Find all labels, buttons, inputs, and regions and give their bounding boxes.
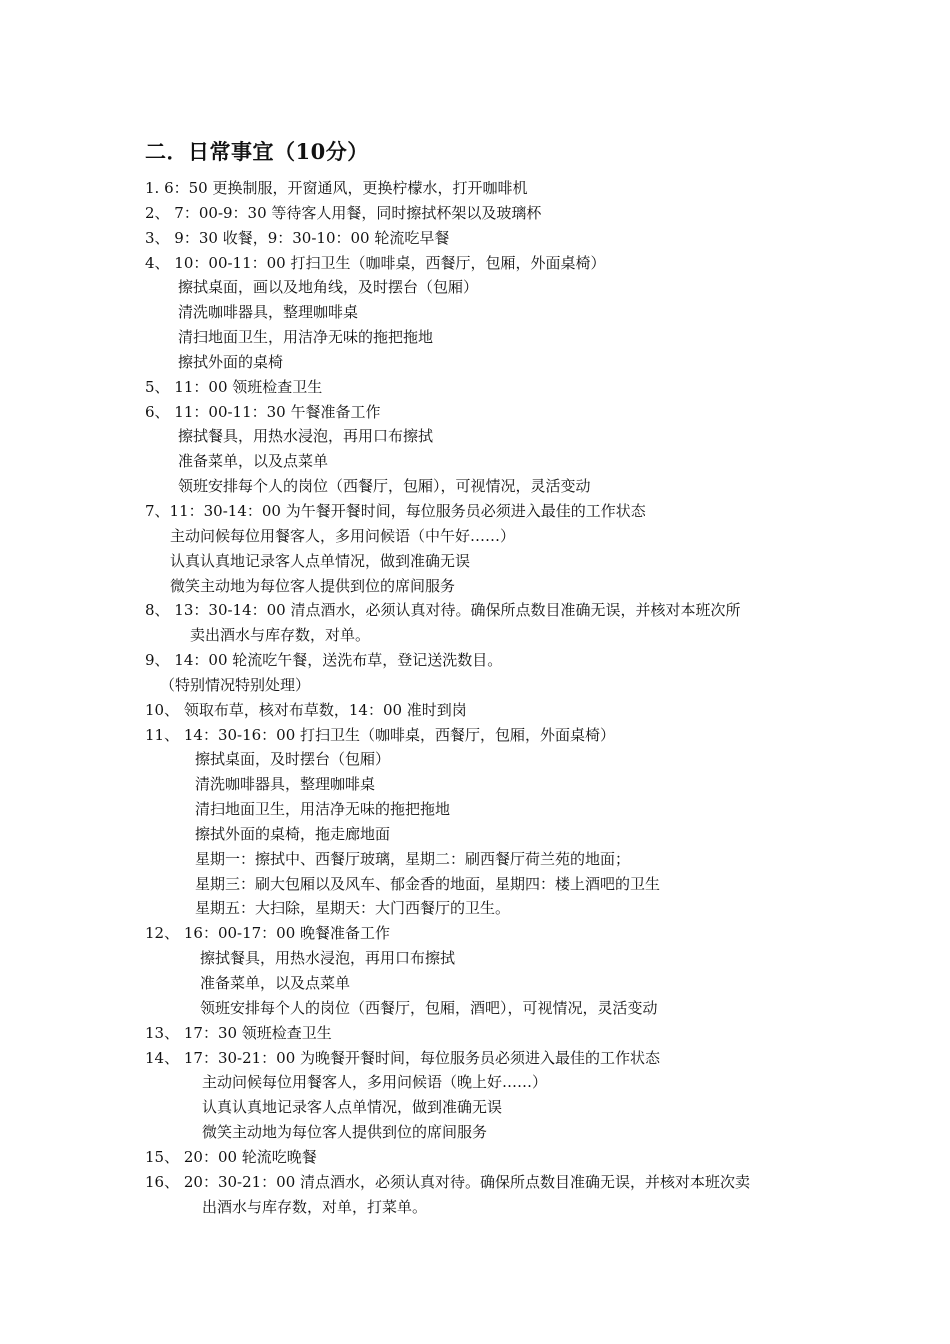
schedule-line: 准备菜单，以及点菜单: [178, 452, 329, 471]
schedule-line: 擦拭桌面，及时摆台（包厢）: [195, 750, 391, 769]
schedule-line: 15、 20：00 轮流吃晚餐: [145, 1147, 317, 1166]
schedule-line: 微笑主动地为每位客人提供到位的席间服务: [170, 576, 456, 595]
schedule-line: 2、 7：00-9：30 等待客人用餐，同时擦拭杯架以及玻璃杯: [145, 203, 542, 222]
schedule-line: 星期一：擦拭中、西餐厅玻璃，星期二：刷西餐厅荷兰苑的地面；: [195, 849, 631, 868]
schedule-line: 星期三：刷大包厢以及风车、郁金香的地面，星期四：楼上酒吧的卫生: [195, 874, 661, 893]
schedule-line: 16、 20：30-21：00 清点酒水，必须认真对待。确保所点数目准确无误，并核对本班次卖: [145, 1172, 751, 1191]
schedule-line: 4、 10：00-11：00 打扫卫生（咖啡桌，西餐厅，包厢，外面桌椅）: [145, 253, 606, 272]
schedule-line: 主动问候每位用餐客人，多用问候语（中午好……）: [170, 526, 516, 545]
schedule-line: 13、 17：30 领班检查卫生: [145, 1023, 332, 1042]
schedule-line: 星期五：大扫除，星期天：大门西餐厅的卫生。: [195, 899, 511, 918]
schedule-line: 5、 11：00 领班检查卫生: [145, 377, 323, 396]
schedule-line: 清扫地面卫生，用洁净无味的拖把拖地: [178, 328, 434, 347]
schedule-line: 擦拭外面的桌椅: [178, 352, 284, 371]
schedule-line: 擦拭餐具，用热水浸泡，再用口布擦拭: [200, 949, 456, 968]
schedule-line: 7、11：30-14：00 为午餐开餐时间，每位服务员必须进入最佳的工作状态: [145, 501, 646, 520]
schedule-line: 领班安排每个人的岗位（西餐厅，包厢），可视情况，灵活变动: [178, 477, 591, 496]
schedule-line: 认真认真地记录客人点单情况，做到准确无误: [202, 1098, 503, 1117]
schedule-line: 擦拭外面的桌椅，拖走廊地面: [195, 824, 391, 843]
schedule-line: 微笑主动地为每位客人提供到位的席间服务: [202, 1123, 488, 1142]
schedule-line: 11、 14：30-16：00 打扫卫生（咖啡桌，西餐厅，包厢，外面桌椅）: [145, 725, 616, 744]
schedule-line: 认真认真地记录客人点单情况，做到准确无误: [170, 551, 471, 570]
schedule-line: 领班安排每个人的岗位（西餐厅，包厢，酒吧），可视情况，灵活变动: [200, 998, 658, 1017]
schedule-line: 3、 9：30 收餐，9：30-10：00 轮流吃早餐: [145, 228, 450, 247]
schedule-line: 10、 领取布草，核对布草数，14：00 准时到岗: [145, 700, 467, 719]
schedule-line: 14、 17：30-21：00 为晚餐开餐时间，每位服务员必须进入最佳的工作状态: [145, 1048, 661, 1067]
schedule-list: [0, 176, 950, 1219]
schedule-line: （特别情况特别处理）: [160, 675, 311, 694]
section-title: 二．日常事宜（10分）: [145, 139, 369, 164]
schedule-line: 清洗咖啡器具，整理咖啡桌: [195, 775, 376, 794]
schedule-line: 清扫地面卫生，用洁净无味的拖把拖地: [195, 800, 451, 819]
schedule-line: 9、 14：00 轮流吃午餐，送洗布草，登记送洗数目。: [145, 651, 503, 670]
schedule-line: 擦拭桌面，画以及地角线，及时摆台（包厢）: [178, 278, 479, 297]
schedule-line: 准备菜单，以及点菜单: [200, 974, 351, 992]
schedule-line: 8、 13：30-14：00 清点酒水，必须认真对待。确保所点数目准确无误，并核对本班次所: [145, 601, 741, 620]
schedule-line: 主动问候每位用餐客人，多用问候语（晚上好……）: [202, 1073, 548, 1092]
schedule-line: 1. 6：50 更换制服，开窗通风，更换柠檬水，打开咖啡机: [145, 179, 528, 197]
schedule-line: 12、 16：00-17：00 晚餐准备工作: [145, 924, 391, 943]
schedule-line: 出酒水与库存数，对单，打菜单。: [202, 1197, 428, 1216]
schedule-line: 6、 11：00-11：30 午餐准备工作: [145, 402, 381, 421]
schedule-line: 清洗咖啡器具，整理咖啡桌: [178, 303, 359, 322]
schedule-line: 擦拭餐具，用热水浸泡，再用口布擦拭: [178, 427, 434, 446]
schedule-line: 卖出酒水与库存数，对单。: [190, 626, 371, 645]
